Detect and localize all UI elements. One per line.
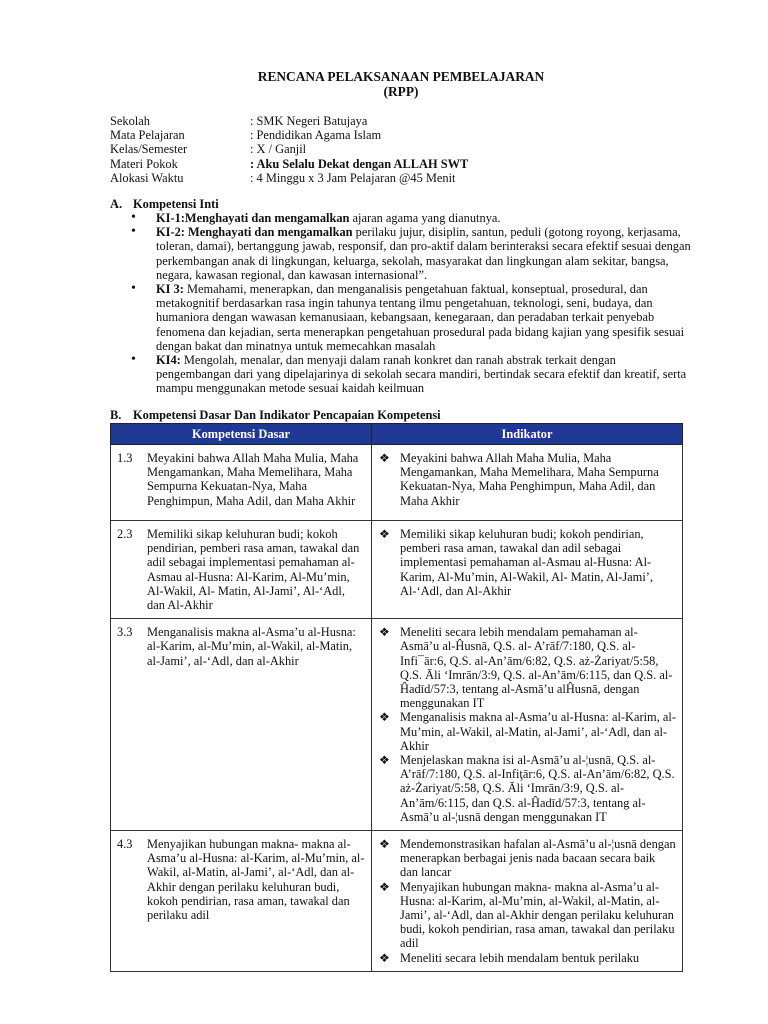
info-label: Alokasi Waktu (110, 170, 184, 185)
section-title: Kompetensi Dasar Dan Indikator Pencapaian Kompetensi (133, 408, 441, 422)
diamond-bullet-icon: ❖ (379, 625, 390, 640)
info-value: : SMK Negeri Batujaya (250, 114, 368, 128)
diamond-bullet-icon: ❖ (379, 753, 390, 768)
section-number: B. (110, 408, 122, 422)
table-row (111, 619, 683, 831)
bullet-icon: • (131, 210, 136, 225)
section-title: Kompetensi Inti (133, 197, 219, 211)
info-row-sekolah (110, 114, 468, 128)
list-item (378, 753, 676, 824)
info-label: Materi Pokok (110, 156, 178, 171)
kd-code: 2.3 (117, 527, 133, 541)
column-header-kd: Kompetensi Dasar (111, 424, 372, 445)
kd-text: Menganalisis makna al-Asma’u al-Husna: al-Karim, al-Mu’min, al-Wakil, al-Matin, al-Jami’, al-‘Adl, dan al-Akhir (147, 625, 356, 668)
indikator-cell (372, 619, 683, 831)
diamond-bullet-icon: ❖ (379, 710, 390, 725)
kd-cell (111, 445, 372, 521)
table-row (111, 445, 683, 521)
ki-lead: KI 3: (156, 282, 184, 297)
list-item (378, 837, 676, 880)
table-row (111, 521, 683, 619)
list-item (378, 710, 676, 753)
info-value: : 4 Minggu x 3 Jam Pelajaran @45 Menit (250, 170, 456, 185)
indikator-cell (372, 831, 683, 972)
info-row-kelas (110, 142, 468, 156)
indicator-text: Meneliti secara lebih mendalam pemahaman al-Asmā’u al-Ĥusnā, Q.S. al- A’rāf/7:180, Q.S. al-Infi¯ār:6, Q.S. al-An’ām/6:82, Q.S. aż-Żariyat/5:58, Q.S. Āli ‘Imrān/3:9, Q.S. al-An’ām/6:115, dan Q.S. al-Ĥadīd/57:3, tentang al-Asmā’u alĤusnā, dengan menggunakan IT (400, 625, 673, 711)
indicator-text: Memiliki sikap keluhuran budi; kokoh pendirian, pemberi rasa aman, tawakal dan adil sebagai implementasi pemahaman al-Asmau al-Husna: Al-Karim, Al-Mu’min, Al-Wakil, Al- Matin, Al-Jami’, Al-‘Adl, dan Al-Akhir (400, 527, 653, 598)
indikator-cell (372, 521, 683, 619)
indicator-text: Menjelaskan makna isi al-Asmā’u al-¦usnā, Q.S. al-A’rāf/7:180, Q.S. al-Infiţār:6, Q.S. al-An’ām/6:82, Q.S. aż-Żariyat/5:58, Q.S. Āli ‘Imrān/3:9, Q.S. al-An’ām/6:115, dan Q.S. al-Ĥadīd/57:3, tentang al-Asmā’u al-¦usnā dengan menggunakan IT (400, 753, 675, 824)
bullet-icon: • (131, 281, 136, 297)
info-value: : X / Ganjil (250, 142, 307, 157)
kompetensi-inti-list (131, 211, 691, 396)
ki-lead: KI-2: Menghayati dan mengamalkan (156, 225, 353, 240)
list-item (131, 211, 691, 225)
diamond-bullet-icon: ❖ (379, 527, 390, 541)
list-item (378, 451, 676, 508)
list-item (131, 282, 691, 353)
info-label: Mata Pelajaran (110, 128, 185, 143)
info-value: : Pendidikan Agama Islam (250, 128, 382, 143)
bullet-icon: • (131, 352, 136, 368)
section-b-heading (110, 408, 441, 422)
kd-cell (111, 831, 372, 972)
indicator-text: Menyajikan hubungan makna- makna al-Asma’u al-Husna: al-Karim, al-Mu’min, al-Wakil, al-Matin, al-Jami’, al-‘Adl, dan al-Akhir dengan perilaku keluhuran budi, kokoh pendirian, rasa aman, tawakal dan perilaku adil (400, 879, 675, 951)
list-item (378, 527, 676, 598)
info-label: Sekolah (110, 114, 150, 128)
table-header-row (111, 424, 683, 445)
indicator-text: Mendemonstrasikan hafalan al-Asmā’u al-¦usnā dengan menerapkan berbagai jenis nada bacaan secara baik dan lancar (400, 837, 676, 880)
diamond-bullet-icon: ❖ (379, 950, 390, 965)
info-row-materi (110, 157, 468, 171)
bullet-icon: • (131, 224, 136, 240)
kd-text: Memiliki sikap keluhuran budi; kokoh pendirian, pemberi rasa aman, tawakal dan adil sebagai implementasi pemahaman al-Asmau al-Husna: Al-Karim, Al-Mu’min, Al-Wakil, Al- Matin, Al-Jami’, Al-‘Adl, dan Al-Akhir (147, 527, 360, 613)
indicator-text: Meneliti secara lebih mendalam bentuk perilaku (400, 950, 640, 965)
diamond-bullet-icon: ❖ (379, 837, 390, 852)
indicator-text: Meyakini bahwa Allah Maha Mulia, Maha Mengamankan, Maha Memelihara, Maha Sempurna Kekuatan-Nya, Maha Penghimpun, Maha Adil, dan Maha Akhir (400, 451, 659, 508)
kd-text: Meyakini bahwa Allah Maha Mulia, Maha Mengamankan, Maha Memelihara, Maha Sempurna Kekuatan-Nya, Maha Penghimpun, Maha Adil, dan Maha Akhir (147, 451, 359, 508)
column-header-indikator: Indikator (372, 424, 683, 445)
ki-text: ajaran agama yang dianutnya. (349, 211, 501, 225)
table-row (111, 831, 683, 972)
identity-table (110, 114, 468, 185)
indikator-cell (372, 445, 683, 521)
ki-lead: KI4: (156, 353, 181, 368)
section-number: A. (110, 197, 123, 211)
list-item (378, 951, 676, 965)
title-line-2: (RPP) (383, 84, 419, 99)
document-title (0, 69, 768, 99)
diamond-bullet-icon: ❖ (379, 879, 390, 894)
info-label: Kelas/Semester (110, 142, 188, 157)
list-item (378, 880, 676, 951)
kd-text: Menyajikan hubungan makna- makna al-Asma’u al-Husna: al-Karim, al-Mu’min, al-Wakil, al-Matin, al-Jami’, al-‘Adl, dan al-Akhir dengan perilaku keluhuran budi, kokoh pendirian, rasa aman, tawakal dan perilaku adil (147, 837, 365, 923)
ki-text: perilaku jujur, disiplin, santun, peduli (gotong royong, kerjasama, toleran, damai), bertanggung jawab, responsif, dan pro-aktif dalam berinteraksi secara efektif sesuai dengan perkembangan anak di lingkungan, keluarga, sekolah, masyarakat dan lingkungan alam sekitar, bangsa, negara, kawasan regional, dan kawasan internasional”. (156, 225, 691, 282)
section-a-heading (110, 197, 219, 211)
diamond-bullet-icon: ❖ (379, 451, 390, 465)
ki-text: Mengolah, menalar, dan menyaji dalam ranah konkret dan ranah abstrak terkait dengan pengembangan dari yang dipelajarinya di sekolah secara mandiri, bertindak secara efektif dan kreatif, serta mampu menggunakan metode sesuai kaidah keilmuan (156, 353, 687, 396)
list-item (131, 225, 691, 282)
info-row-alokasi (110, 171, 468, 185)
list-item (131, 353, 691, 396)
kd-indikator-table (110, 423, 683, 972)
ki-lead: KI-1:Menghayati dan mengamalkan (156, 211, 350, 225)
title-line-1: RENCANA PELAKSANAAN PEMBELAJARAN (257, 69, 545, 84)
kd-cell (111, 619, 372, 831)
kd-code: 3.3 (117, 625, 133, 640)
list-item (378, 625, 676, 710)
kd-cell (111, 521, 372, 619)
info-value-bold: : Aku Selalu Dekat dengan ALLAH SWT (250, 156, 469, 171)
ki-text: Memahami, menerapkan, dan menganalisis pengetahuan faktual, konseptual, prosedural, dan metakognitif berdasarkan rasa ingin tahunya tentang ilmu pengetahuan, teknologi, seni, budaya, dan humaniora dengan wawasan kemanusiaan, kebangsaan, kenegaraan, dan peradaban terkait penyebab fenomena dan kejadian, serta menerapkan pengetahuan prosedural pada bidang kajian yang spesifik sesuai dengan bakat dan minatnya untuk memecahkan masalah (156, 282, 685, 353)
kd-code: 4.3 (117, 837, 133, 852)
info-row-mapel (110, 128, 468, 142)
kd-code: 1.3 (117, 451, 133, 465)
indicator-text: Menganalisis makna al-Asma’u al-Husna: al-Karim, al-Mu’min, al-Wakil, al-Matin, al-Jami’, al-‘Adl, dan al-Akhir (400, 710, 676, 753)
